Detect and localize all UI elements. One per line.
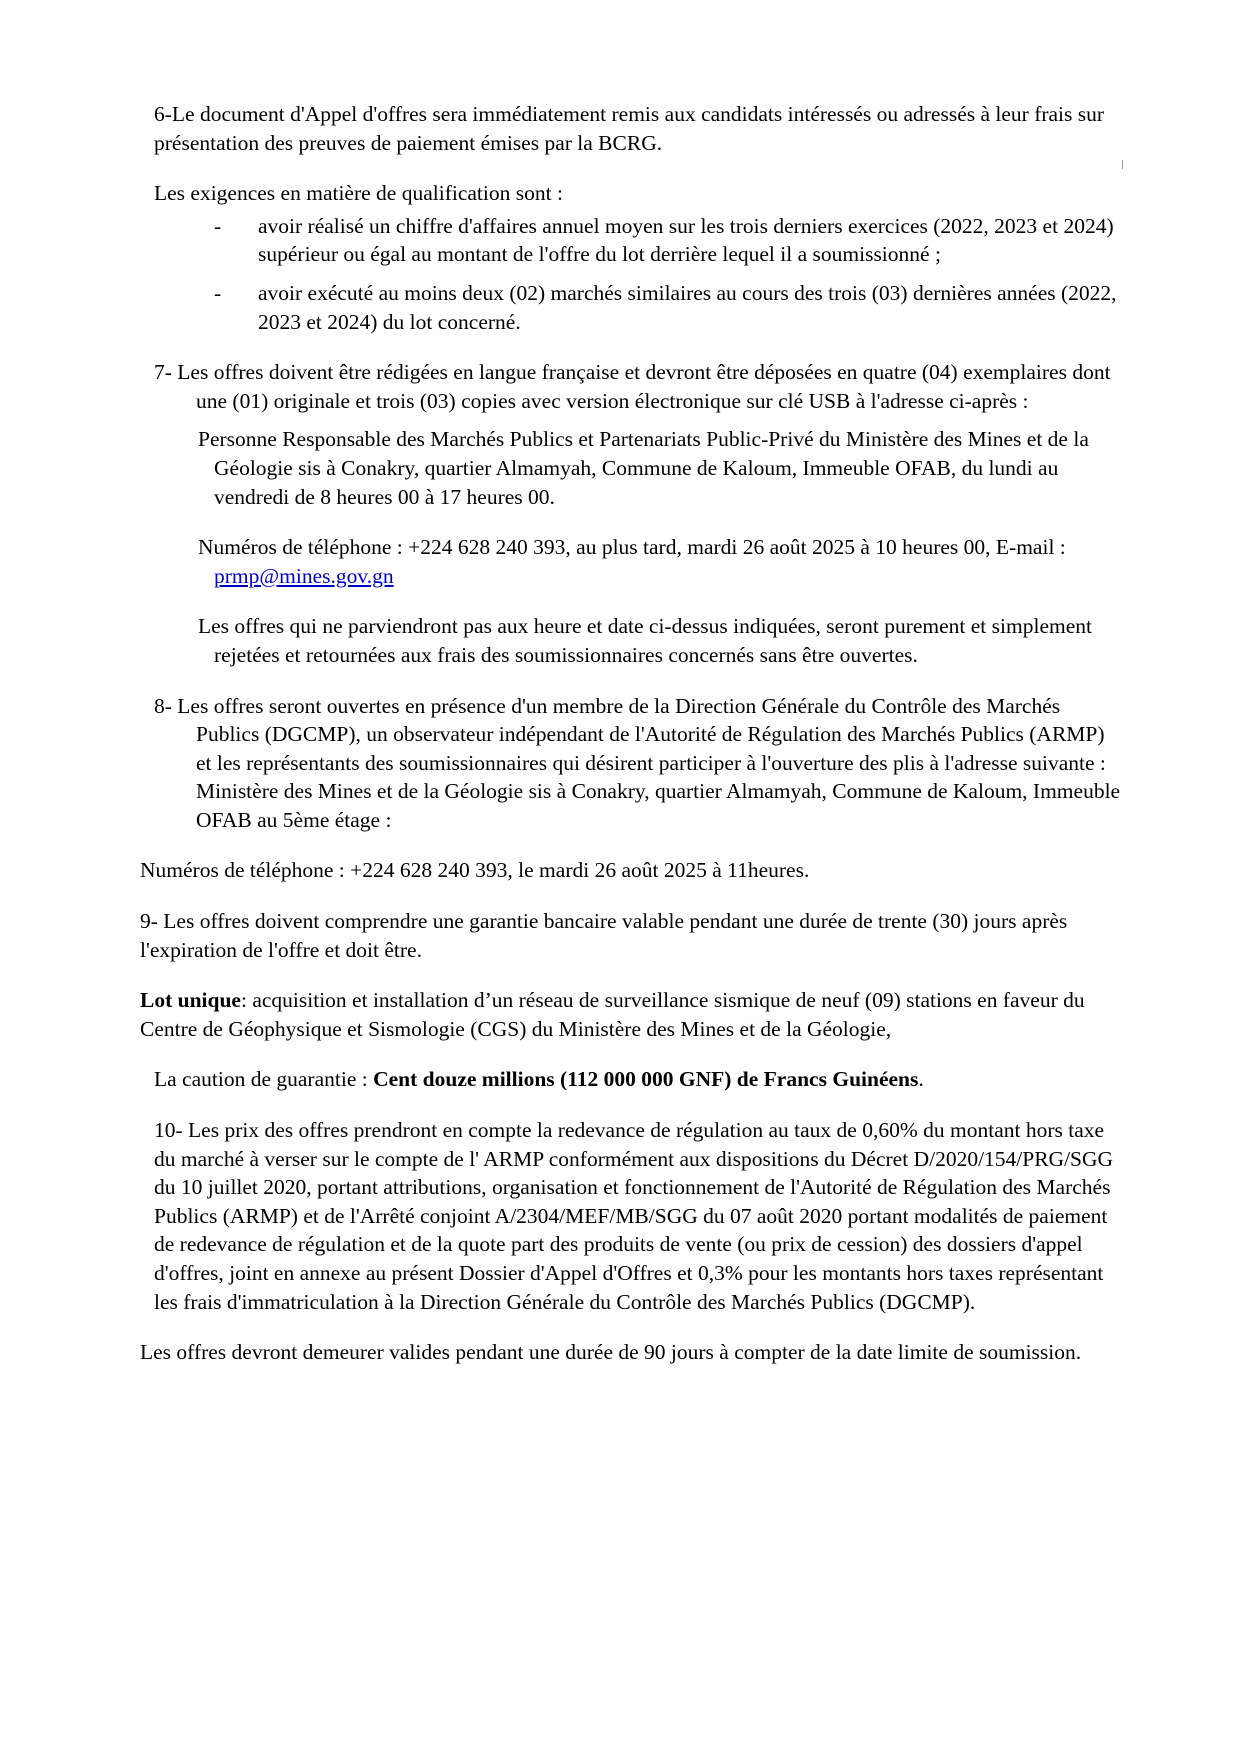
submission-address: Personne Responsable des Marchés Publics et Partenariats Public-Privé du Ministère des Mines et de la Géologie sis à Conakry, quartier Almamyah, Commune de Kaloum, Immeuble OFAB, du lundi au vendredi de 8 heures 00 à 17 heures 00. — [198, 427, 1089, 509]
lot-unique-text: : acquisition et installation d’un réseau de surveillance sismique de neuf (09) stations en faveur du Centre de Géophysique et Sismologie (CGS) du Ministère des Mines et de la Géologie, — [140, 988, 1085, 1041]
qualification-bullet-2-text: avoir exécuté au moins deux (02) marchés similaires au cours des trois (03) dernières années (2022, 2023 et 2024) du lot concerné. — [258, 280, 1117, 334]
phone-deadline-text: Numéros de téléphone : +224 628 240 393, au plus tard, mardi 26 août 2025 à 10 heures 00, E-mail : — [198, 535, 1066, 560]
caution-guarantee-label: La caution de guarantie : — [154, 1067, 374, 1092]
paragraph-item-6: 6-Le document d'Appel d'offres sera immédiatement remis aux candidats intéressés ou adressés à leur frais sur présentation des preuves de paiement émises par la BCRG. — [154, 102, 1105, 155]
late-offers-note: Les offres qui ne parviendront pas aux heure et date ci-dessus indiquées, seront purement et simplement rejetées et retournées aux frais des soumissionnaires concernés sans être ouvertes. — [198, 614, 1092, 667]
bullet-dash-icon: - — [214, 213, 222, 238]
offer-validity-note: Les offres devront demeurer valides pendant une durée de 90 jours à compter de la date limite de soumission. — [140, 1340, 1082, 1365]
caution-guarantee-amount: Cent douze millions (112 000 000 GNF) de Francs Guinéens — [373, 1067, 919, 1092]
margin-tick-mark — [1122, 160, 1123, 169]
qualification-intro: Les exigences en matière de qualification sont : — [154, 181, 563, 206]
qualification-bullet-1 — [140, 212, 1123, 269]
qualification-bullet-1-text: avoir réalisé un chiffre d'affaires annuel moyen sur les trois derniers exercices (2022, 2023 et 2024) supérieur ou égal au montant de l'offre du lot derrière lequel il a soumissionné ; — [258, 213, 1114, 267]
phone-opening-line: Numéros de téléphone : +224 628 240 393, le mardi 26 août 2025 à 11heures. — [140, 858, 810, 883]
caution-guarantee-line — [140, 1065, 1123, 1094]
paragraph-item-8: 8- Les offres seront ouvertes en présence d'un membre de la Direction Générale du Contrôle des Marchés Publics (DGCMP), un observateur indépendant de l'Autorité de Régulation des Marchés Publics (ARMP) et les représentants des soumissionnaires qui désirent participer à l'ouverture des plis à l'adresse suivante : Ministère des Mines et de la Géologie sis à Conakry, quartier Almamyah, Commune de Kaloum, Immeuble OFAB au 5ème étage : — [154, 693, 1121, 832]
paragraph-item-9: 9- Les offres doivent comprendre une garantie bancaire valable pendant une durée de trente (30) jours après l'expiration de l'offre et doit être. — [140, 909, 1068, 962]
lot-unique-label: Lot unique — [140, 988, 241, 1013]
caution-guarantee-suffix: . — [918, 1067, 924, 1092]
bullet-dash-icon: - — [214, 280, 222, 305]
phone-deadline-line — [140, 533, 1123, 590]
lot-unique-paragraph — [140, 986, 1123, 1043]
qualification-bullet-2 — [140, 279, 1123, 336]
paragraph-item-7: 7- Les offres doivent être rédigées en langue française et devront être déposées en quatre (04) exemplaires dont une (01) originale et trois (03) copies avec version électronique sur clé USB à l'adresse ci-après : — [154, 360, 1111, 413]
email-link[interactable]: prmp@mines.gov.gn — [214, 563, 394, 588]
paragraph-item-10: 10- Les prix des offres prendront en compte la redevance de régulation au taux de 0,60% du montant hors taxe du marché à verser sur le compte de l' ARMP conformément aux dispositions du Décret D/2020/154/PRG/SGG du 10 juillet 2020, portant attributions, organisation et fonctionnement de l'Autorité de Régulation des Marchés Publics (ARMP) et de l'Arrêté conjoint A/2304/MEF/MB/SGG du 07 août 2020 portant modalités de paiement de redevance de régulation et de la quote part des produits de vente (ou prix de cession) des dossiers d'appel d'offres, joint en annexe au présent Dossier d'Appel d'Offres et 0,3% pour les montants hors taxes représentant les frais d'immatriculation à la Direction Générale du Contrôle des Marchés Publics (DGCMP). — [154, 1118, 1114, 1314]
